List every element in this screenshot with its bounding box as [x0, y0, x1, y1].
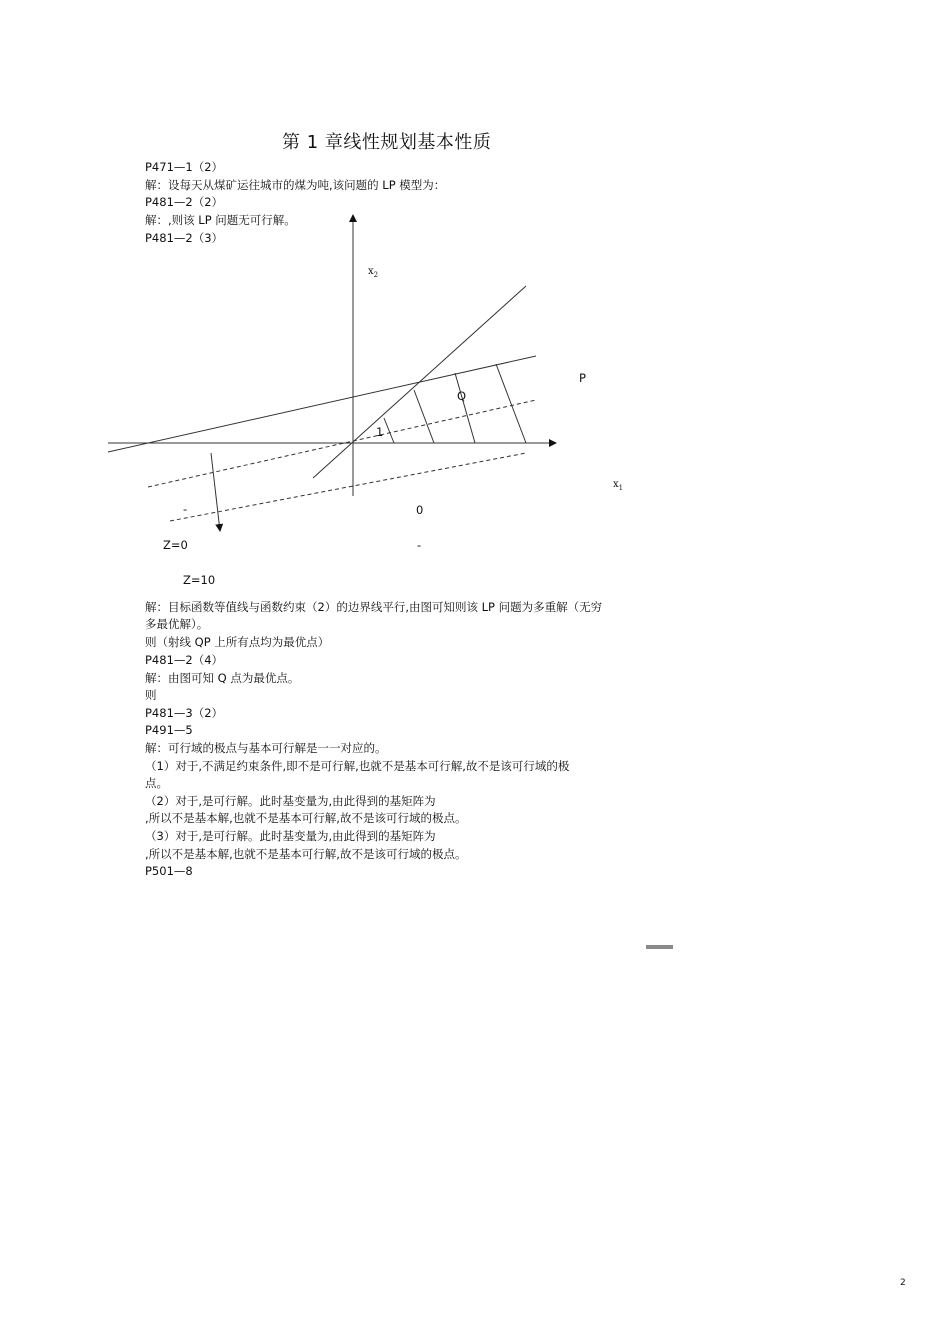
text-line: P491—5 — [145, 723, 193, 737]
z0-label: Z=0 — [163, 538, 188, 552]
text-line: 解：设每天从煤矿运往城市的煤为吨,该问题的 LP 模型为： — [145, 178, 446, 192]
text-line: （3）对于,是可行解。此时基变量为,由此得到的基矩阵为 — [145, 829, 436, 843]
hatch-line — [455, 373, 475, 443]
page-title: 第 1 章线性规划基本性质 — [282, 132, 492, 153]
hatch-line — [384, 418, 394, 443]
text-line: 解：可行域的极点与基本可行解是一一对应的。 — [145, 741, 387, 755]
text-line: 解：由图可知 Q 点为最优点。 — [145, 671, 300, 685]
text-line: P501—8 — [145, 864, 193, 878]
text-line: 多最优解）。 — [145, 617, 209, 631]
constraint-line-2 — [108, 356, 536, 452]
dash-label: - — [183, 502, 188, 516]
text-line: 解：目标函数等值线与函数约束（2）的边界线平行,由图可知则该 LP 问题为多重解（无穷 — [145, 600, 603, 614]
text-line: 点。 — [145, 776, 168, 790]
text-line: ,所以不是基本解,也就不是基本可行解,故不是该可行域的极点。 — [145, 811, 467, 825]
text-line: （1）对于,不满足约束条件,即不是可行解,也就不是基本可行解,故不是该可行域的极 — [145, 759, 570, 773]
text-line: P481—2（3） — [145, 231, 224, 245]
point-q-label: Q — [457, 389, 467, 403]
dash-label: - — [417, 538, 422, 552]
text-line: P481—3（2） — [145, 706, 224, 720]
text-line: 则 — [145, 688, 157, 702]
text-line: （2）对于,是可行解。此时基变量为,由此得到的基矩阵为 — [145, 794, 436, 808]
z10-label: Z=10 — [183, 573, 216, 587]
x2-axis-label: $x_2$ — [368, 266, 379, 279]
point-p-label: P — [579, 371, 586, 385]
text-line: P481—2（2） — [145, 195, 224, 209]
objective-line-z10 — [170, 453, 526, 521]
zero-label: 0 — [416, 503, 424, 517]
text-line: 解：,则该 LP 问题无可行解。 — [145, 213, 296, 227]
hatch-line — [496, 364, 526, 443]
text-line: P481—2（4） — [145, 653, 224, 667]
page-mark — [646, 945, 673, 949]
text-line: 则（射线 QP 上所有点均为最优点） — [145, 635, 330, 649]
x1-axis-label: $x_1$ — [613, 479, 624, 492]
hatch-line — [414, 390, 434, 443]
page-number: 2 — [900, 1278, 906, 1288]
text-line: ,所以不是基本解,也就不是基本可行解,故不是该可行域的极点。 — [145, 847, 467, 861]
lp-graph-diagram — [0, 0, 950, 620]
direction-arrow — [211, 453, 220, 531]
point-1-label: 1 — [376, 425, 384, 439]
text-line: P471—1（2） — [145, 160, 224, 174]
